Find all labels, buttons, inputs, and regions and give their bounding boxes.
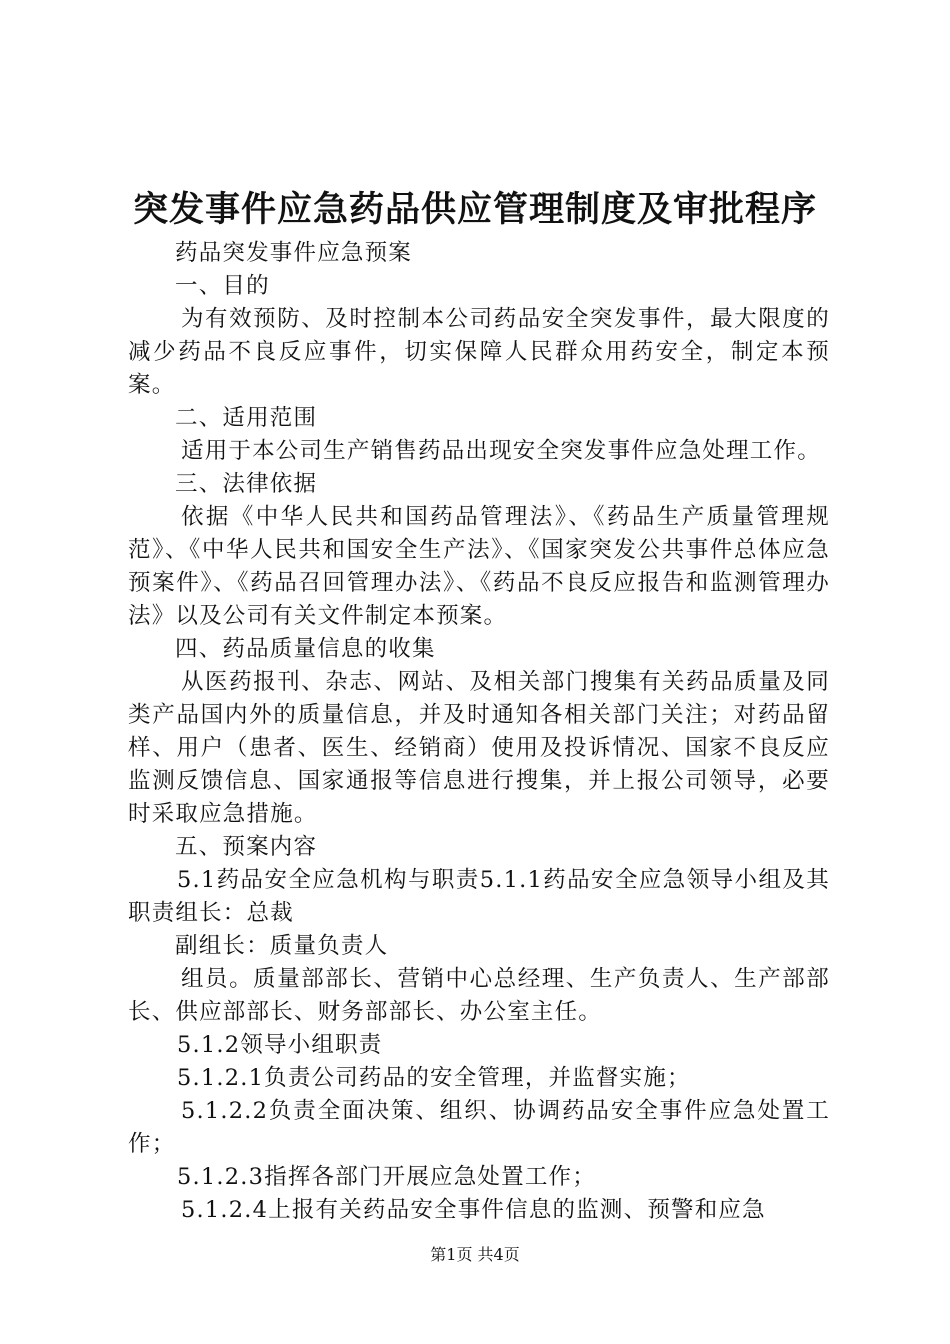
paragraph-deputy-leader: 副组长：质量负责人: [175, 933, 389, 959]
paragraph-members: 组员。质量部部长、营销中心总经理、生产负责人、生产部部长、供应部部长、财务部部长、办公室主任。: [128, 966, 830, 1025]
paragraph-scope: 适用于本公司生产销售药品出现安全突发事件应急处理工作。: [181, 438, 821, 464]
heading-plan-content: 五、预案内容: [175, 834, 318, 860]
heading-purpose: 一、目的: [175, 273, 270, 299]
paragraph-organization: 5.1药品安全应急机构与职责5.1.1药品安全应急领导小组及其职责组长：总裁: [128, 867, 830, 926]
heading-info-collection: 四、药品质量信息的收集: [175, 636, 436, 662]
paragraph-info-collection: 从医药报刊、杂志、网站、及相关部门搜集有关药品质量及同类产品国内外的质量信息，并及时通知各相关部门关注；对药品留样、用户（患者、医生、经销商）使用及投诉情况、国家不良反应监测反馈信息、国家通报等信息进行搜集，并上报公司领导，必要时采取应急措施。: [128, 669, 830, 827]
list-item-duty-4: 5.1.2.4上报有关药品安全事件信息的监测、预警和应急: [181, 1197, 766, 1223]
page-footer: 第1页 共4页: [430, 1245, 520, 1264]
document-title: 突发事件应急药品供应管理制度及审批程序: [132, 189, 817, 230]
heading-scope: 二、适用范围: [175, 405, 318, 431]
section-subtitle: 药品突发事件应急预案: [175, 240, 413, 266]
paragraph-legal-basis: 依据《中华人民共和国药品管理法》、《药品生产质量管理规范》、《中华人民共和国安全生产法》、《国家突发公共事件总体应急预案件》、《药品召回管理办法》、《药品不良反应报告和监测管理办法》以及公司有关文件制定本预案。: [128, 504, 830, 629]
list-item-duty-1: 5.1.2.1负责公司药品的安全管理，并监督实施；: [177, 1065, 691, 1091]
document-body: [128, 237, 830, 1227]
paragraph-purpose: 为有效预防、及时控制本公司药品安全突发事件，最大限度的减少药品不良反应事件，切实保障人民群众用药安全，制定本预案。: [128, 306, 830, 398]
list-item-duty-2: 5.1.2.2负责全面决策、组织、协调药品安全事件应急处置工作；: [128, 1098, 830, 1157]
heading-legal-basis: 三、法律依据: [175, 471, 318, 497]
list-item-duty-3: 5.1.2.3指挥各部门开展应急处置工作；: [177, 1164, 596, 1190]
heading-leadership-duties: 5.1.2领导小组职责: [177, 1032, 383, 1058]
